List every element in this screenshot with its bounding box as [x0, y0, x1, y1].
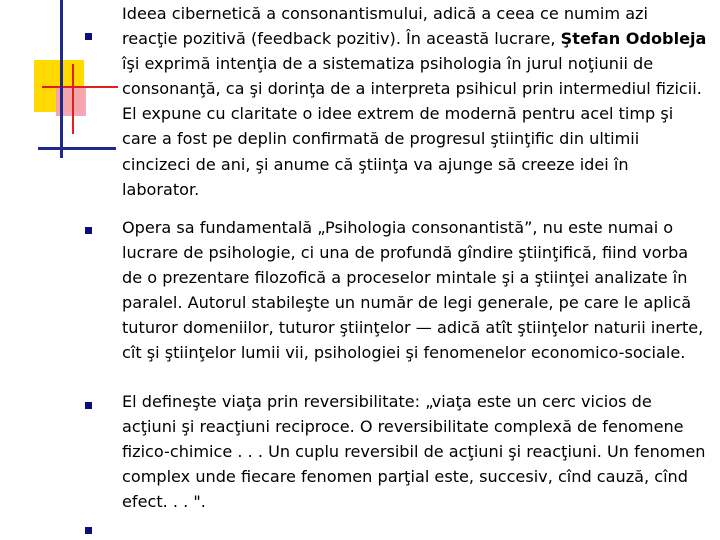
- bullet-square-icon: [85, 33, 92, 40]
- decorative-red-horizontal-line: [42, 86, 118, 88]
- bullet-square-icon: [85, 402, 92, 409]
- paragraph-text: îşi exprimă intenţia de a sistematiza psihologia în jurul noţiunii de consonanţă, ca şi dorinţa de a interpreta psihicul prin intermediul fizicii. El expune cu claritate o idee extrem de modernă pentru acel timp şi care a fost pe deplin confirmată de progresul ştiinţific din ultimii cincizeci de ani, şi anume că ştiinţa va ajunge să creeze idei în laborator.: [122, 54, 702, 199]
- bullet-square-icon: [85, 227, 92, 234]
- paragraph-text: Ideea cibernetică a consonantismului, adică a ceea ce numim azi reacţie pozitivă (feedback pozitiv). În această lucrare,: [122, 4, 648, 49]
- paragraph-consonantism: [122, 1, 707, 202]
- paragraph-reversibility: El defineşte viaţa prin reversibilitate: „viaţa este un cerc vicios de acţiuni şi reacţiuni reciproce. O reversibilitate complexă de fenomene fizico-chimice . . . Un cuplu reversibil de acţiuni şi reacţiuni. Un fenomen complex unde fiecare fenomen parţial este, succesiv, cînd cauză, cînd efect. . . ".: [122, 392, 706, 512]
- decorative-red-vertical-line: [72, 64, 74, 134]
- bullet-square-icon: [85, 527, 92, 534]
- paragraph-fundamental-work: Opera sa fundamentală „Psihologia consonantistă”, nu este numai o lucrare de psihologie, ci una de profundă gîndire ştiinţifică, fiind vorba de o prezentare filozofică a proceselor mintale şi a ştiinţei analizate în paralel. Autorul stabileşte un număr de legi generale, pe care le aplică tuturor domeniilor, tuturor ştiinţelor — adică atît ştiinţelor naturii inerte, cît şi ştiinţelor lumii vii, psihologiei şi fenomenelor economico-sociale.: [122, 218, 704, 363]
- author-name-bold: Ştefan Odobleja: [560, 29, 707, 49]
- decorative-blue-vertical-line: [60, 0, 63, 158]
- decorative-blue-horizontal-line: [38, 147, 116, 150]
